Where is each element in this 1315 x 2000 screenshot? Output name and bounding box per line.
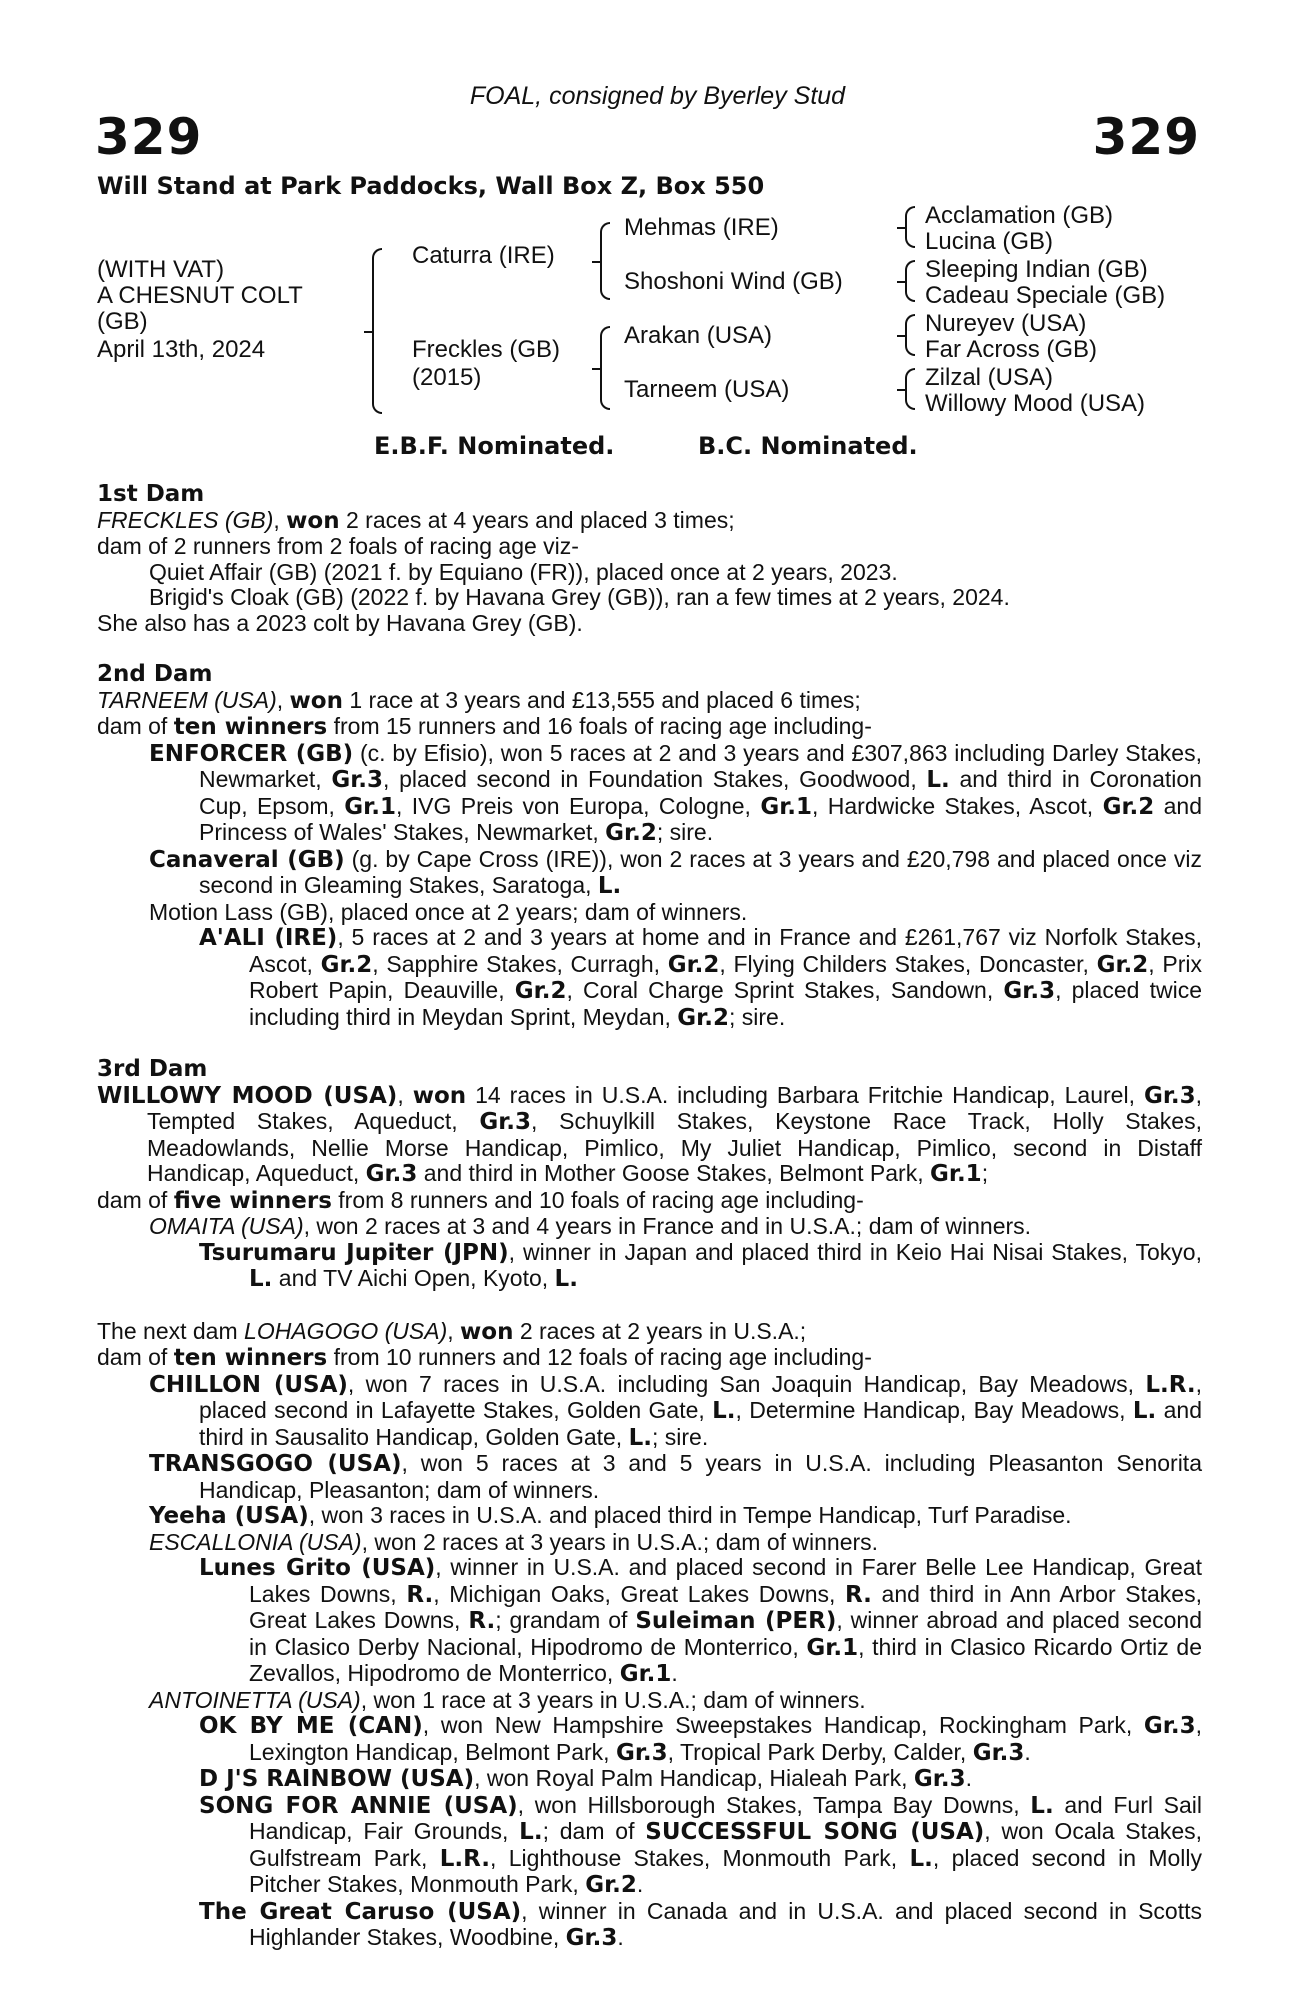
produce-item: Canaveral (GB) (g. by Cape Cross (IRE)), won 2 races at 3 years and £20,798 and placed once viz second in Gleaming Stakes, Saratoga, L. (149, 845, 1203, 899)
pedigree-ancestor: Acclamation (GB) (925, 202, 1114, 229)
pedigree-sire-sire: Mehmas (IRE) (624, 214, 779, 241)
pedigree-brace-g4 (905, 368, 915, 410)
pedigree-dam: Freckles (GB) (412, 336, 561, 363)
pedigree-brace-g2 (905, 260, 915, 302)
produce-record (97, 482, 1202, 1952)
produce-item: CHILLON (USA), won 7 races in U.S.A. including San Joaquin Handicap, Bay Meadows, L.R., placed second in Lafayette Stakes, Golden Gate, L., Determine Handicap, Bay Meadows, L. and third in Sausalito Handicap, Golden Gate, L.; sire. (149, 1370, 1203, 1451)
produce-item: OK BY ME (CAN), won New Hampshire Sweepstakes Handicap, Rockingham Park, Gr.3, Lexington Handicap, Belmont Park, Gr.3, Tropical Park Derby, Calder, Gr.3. (199, 1712, 1202, 1766)
section-heading: 1st Dam (97, 481, 205, 507)
pedigree-dam-sire: Arakan (USA) (624, 322, 773, 349)
produce-item: Tsurumaru Jupiter (JPN), winner in Japan and placed third in Keio Hai Nisai Stakes, Tokyo, L. and TV Aichi Open, Kyoto, L. (199, 1238, 1202, 1292)
bc-nominated: B.C. Nominated. (698, 432, 918, 460)
dam-produce: dam of five winners from 8 runners and 10 foals of racing age including- (97, 1186, 864, 1214)
pedigree-dam-year: (2015) (412, 364, 482, 391)
produce-item: Lunes Grito (USA), winner in U.S.A. and placed second in Farer Belle Lee Handicap, Great Lakes Downs, R., Michigan Oaks, Great Lakes Downs, R. and third in Ann Arbor Stakes, Great Lakes Downs, R.; grandam of Suleiman (PER), winner abroad and placed second in Clasico Derby Nacional, Hipodromo de Monterrico, Gr.1, third in Clasico Ricardo Ortiz de Zevallos, Hipodromo de Monterrico, Gr.1. (199, 1554, 1203, 1687)
horse-description: A CHESNUT COLT (97, 282, 303, 309)
pedigree-ancestor: Sleeping Indian (GB) (925, 256, 1148, 283)
pedigree-sire: Caturra (IRE) (412, 242, 555, 269)
pedigree-brace-main (372, 248, 382, 414)
pedigree-brace-sire (600, 222, 610, 300)
pedigree-ancestor: Far Across (GB) (925, 336, 1098, 363)
pedigree-dam-dam: Tarneem (USA) (624, 376, 790, 403)
pedigree-ancestor: Willowy Mood (USA) (925, 390, 1146, 417)
section-heading: 3rd Dam (97, 1056, 208, 1082)
produce-item: A'ALI (IRE), 5 races at 2 and 3 years at home and in France and £261,767 viz Norfolk Stakes, Ascot, Gr.2, Sapphire Stakes, Curragh, Gr.2, Flying Childers Stakes, Doncaster, Gr.2, Prix Robert Papin, Deauville, Gr.2, Coral Charge Sprint Stakes, Sandown, Gr.3, placed twice including third in Meydan Sprint, Meydan, Gr.2; sire. (199, 924, 1202, 1031)
horse-country: (GB) (97, 308, 148, 335)
ebf-nominated: E.B.F. Nominated. (374, 432, 615, 460)
produce-item: Yeeha (USA), won 3 races in U.S.A. and placed third in Tempe Handicap, Turf Paradise. (149, 1502, 1072, 1529)
stand-location: Will Stand at Park Paddocks, Wall Box Z, Box 550 (97, 172, 765, 200)
produce-item: She also has a 2023 colt by Havana Grey (GB). (97, 609, 583, 636)
pedigree-brace-g3 (905, 314, 915, 356)
pedigree-sire-dam: Shoshoni Wind (GB) (624, 268, 843, 295)
produce-item: OMAITA (USA), won 2 races at 3 and 4 years in France and in U.S.A.; dam of winners. (149, 1213, 1032, 1239)
produce-item: Motion Lass (GB), placed once at 2 years; dam of winners. (149, 898, 748, 925)
dam-record: TARNEEM (USA), won 1 race at 3 years and £13,555 and placed 6 times; (97, 686, 861, 714)
dam-produce: dam of ten winners from 10 runners and 12 foals of racing age including- (97, 1344, 872, 1371)
produce-item: Quiet Affair (GB) (2021 f. by Equiano (FR)), placed once at 2 years, 2023. (149, 558, 898, 585)
pedigree-ancestor: Zilzal (USA) (925, 364, 1054, 391)
section-heading: 2nd Dam (97, 661, 213, 687)
dam-produce: dam of ten winners from 15 runners and 16 foals of racing age including- (97, 713, 872, 740)
lot-number-right: 329 (1092, 108, 1200, 166)
horse-foaled: April 13th, 2024 (97, 336, 266, 363)
dam-produce: dam of 2 runners from 2 foals of racing age viz- (97, 533, 579, 559)
produce-item: TRANSGOGO (USA), won 5 races at 3 and 5 years in U.S.A. including Pleasanton Senorita Handicap, Pleasanton; dam of winners. (149, 1450, 1202, 1503)
produce-item: ENFORCER (GB) (c. by Efisio), won 5 races at 2 and 3 years and £307,863 including Darley Stakes, Newmarket, Gr.3, placed second in Foundation Stakes, Goodwood, L. and third in Coronation Cup, Epsom, Gr.1, IVG Preis von Europa, Cologne, Gr.1, Hardwicke Stakes, Ascot, Gr.2 and Princess of Wales' Stakes, Newmarket, Gr.2; sire. (149, 739, 1203, 846)
consignment-line: FOAL, consigned by Byerley Stud (469, 82, 846, 110)
produce-item: SONG FOR ANNIE (USA), won Hillsborough Stakes, Tampa Bay Downs, L. and Furl Sail Handicap, Fair Grounds, L.; dam of SUCCESSFUL SONG (USA), won Ocala Stakes, Gulfstream Park, L.R., Lighthouse Stakes, Monmouth Park, L., placed second in Molly Pitcher Stakes, Monmouth Park, Gr.2. (199, 1791, 1203, 1898)
lot-number-left: 329 (95, 108, 203, 166)
produce-item: D J'S RAINBOW (USA), won Royal Palm Handicap, Hialeah Park, Gr.3. (199, 1765, 972, 1792)
produce-item: ANTOINETTA (USA), won 1 race at 3 years in U.S.A.; dam of winners. (149, 1686, 866, 1713)
pedigree-brace-dam (600, 326, 610, 410)
pedigree-ancestor: Lucina (GB) (925, 228, 1054, 255)
pedigree-ancestor: Nureyev (USA) (925, 310, 1087, 337)
produce-item: Brigid's Cloak (GB) (2022 f. by Havana Grey (GB)), ran a few times at 2 years, 2024. (149, 584, 1010, 610)
dam-record: WILLOWY MOOD (USA), won 14 races in U.S.A. including Barbara Fritchie Handicap, Laurel, Gr.3, Tempted Stakes, Aqueduct, Gr.3, Schuylkill Stakes, Keystone Race Track, Holly Stakes, Meadowlands, Nellie Morse Handicap, Pimlico, My Juliet Handicap, Pimlico, second in Distaff Handicap, Aqueduct, Gr.3 and third in Mother Goose Stakes, Belmont Park, Gr.1; (97, 1081, 1203, 1187)
pedigree-brace-g1 (905, 206, 915, 248)
dam-record: The next dam LOHAGOGO (USA), won 2 races at 2 years in U.S.A.; (97, 1317, 807, 1345)
produce-item: ESCALLONIA (USA), won 2 races at 3 years in U.S.A.; dam of winners. (149, 1528, 879, 1555)
produce-item: The Great Caruso (USA), winner in Canada and in U.S.A. and placed second in Scotts Highlander Stakes, Woodbine, Gr.3. (199, 1897, 1202, 1951)
horse-vat: (WITH VAT) (97, 256, 225, 283)
dam-record: FRECKLES (GB), won 2 races at 4 years and placed 3 times; (97, 506, 735, 534)
pedigree-ancestor: Cadeau Speciale (GB) (925, 282, 1166, 309)
